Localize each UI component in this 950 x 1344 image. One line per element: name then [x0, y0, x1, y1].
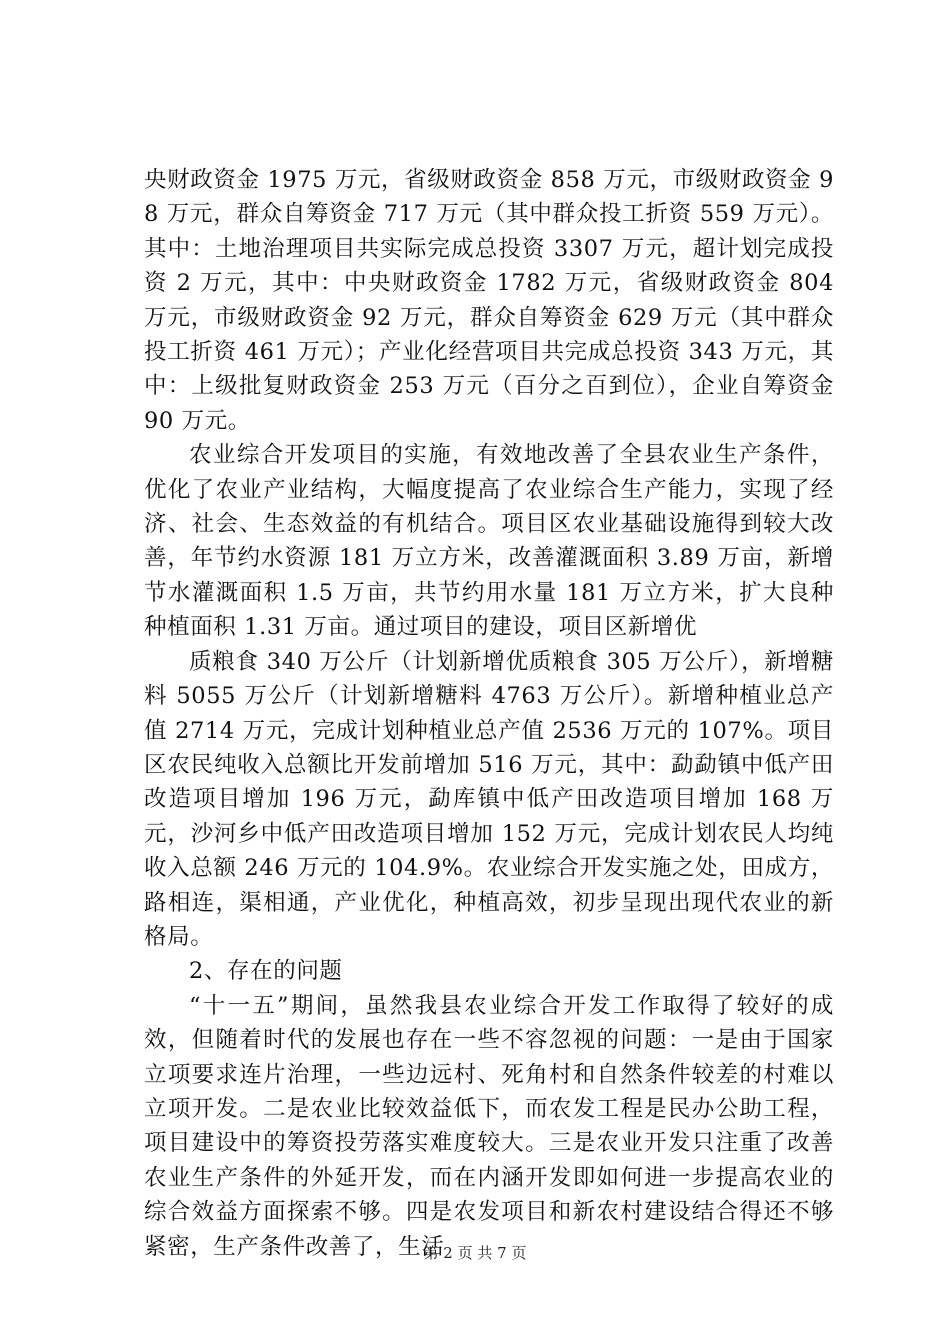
- paragraph-production-increase: 质粮食 340 万公斤（计划新增优质粮食 305 万公斤），新增糖料 5055 万公斤（计划新增糖料 4763 万公斤）。新增种植业总产值 2714 万元，完成计划种植业总产值 2536 万元的 107%。项目区农民纯收入总额比开发前增加 516 万元，其中：勐勐镇中低产田改造项目增加 196 万元，勐库镇中低产田改造项目增加 168 万元，沙河乡中低产田改造项目增加 152 万元，完成计划农民人均纯收入总额 246 万元的 104.9%。农业综合开发实施之处，田成方，路相连，渠相通，产业优化，种植高效，初步呈现出现代农业的新格局。: [144, 648, 834, 950]
- paragraph-existing-problems: “十一五”期间，虽然我县农业综合开发工作取得了较好的成效，但随着时代的发展也存在一些不容忽视的问题：一是由于国家立项要求连片治理，一些边远村、死角村和自然条件较差的村难以立项开发。二是农业比较效益低下，而农发工程是民办公助工程，项目建设中的筹资投劳落实难度较大。三是农业开发只注重了改善农业生产条件的外延开发，而在内涵开发即如何进一步提高农业的综合效益方面探索不够。四是农发项目和新农村建设结合得还不够紧密，生产条件改善了，生活: [144, 992, 834, 1260]
- document-body: [144, 163, 834, 1264]
- paragraph-funding-breakdown: 央财政资金 1975 万元，省级财政资金 858 万元，市级财政资金 98 万元，群众自筹资金 717 万元（其中群众投工折资 559 万元）。其中：土地治理项目共实际完成总投资 3307 万元，超计划完成投资 2 万元，其中：中央财政资金 1782 万元，省级财政资金 804 万元，市级财政资金 92 万元，群众自筹资金 629 万元（其中群众投工折资 461 万元）；产业化经营项目共完成总投资 343 万元，其中：上级批复财政资金 253 万元（百分之百到位），企业自筹资金 90 万元。: [144, 167, 834, 434]
- section-heading-problems: 2、存在的问题: [189, 958, 343, 985]
- page-number-footer: 第 2 页 共 7 页: [423, 1244, 527, 1262]
- paragraph-project-benefits: 农业综合开发项目的实施，有效地改善了全县农业生产条件，优化了农业产业结构，大幅度提高了农业综合生产能力，实现了经济、社会、生态效益的有机结合。项目区农业基础设施得到较大改善，年节约水资源 181 万立方米，改善灌溉面积 3.89 万亩，新增节水灌溉面积 1.5 万亩，共节约用水量 181 万立方米，扩大良种种植面积 1.31 万亩。通过项目的建设，项目区新增优: [144, 442, 834, 641]
